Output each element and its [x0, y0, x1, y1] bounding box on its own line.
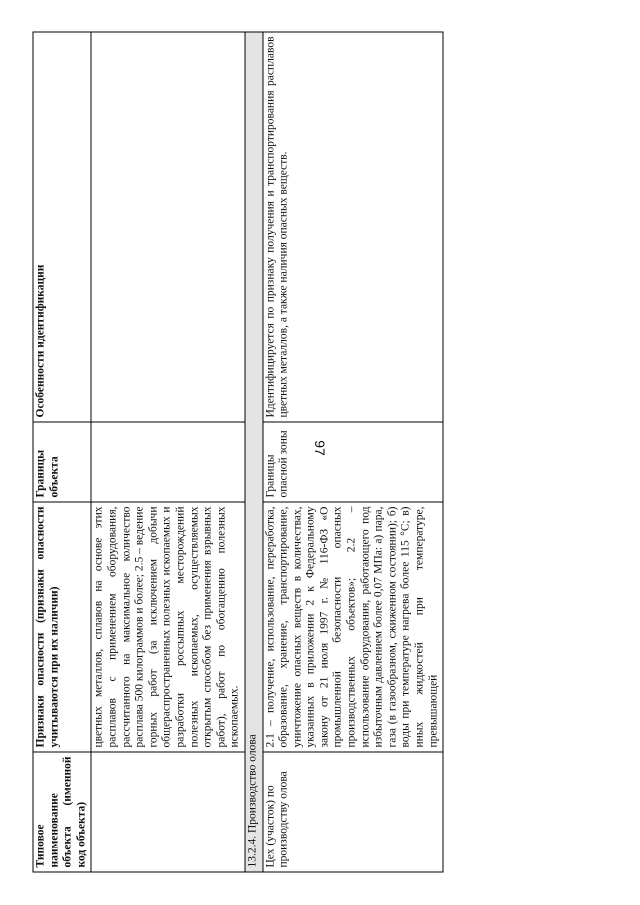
cell-object-bounds: Границы опасной зоны	[263, 422, 444, 502]
cell-identification: Идентифицируется по признаку получения и транспортирования расплавов цветных металлов, а также наличия опасных веществ.	[263, 32, 444, 422]
cell-object-bounds	[91, 422, 245, 502]
header-object-name: Типовое наименование объекта (именной код объекта)	[33, 752, 91, 872]
table-header-row	[33, 32, 91, 872]
cell-danger-signs: 2.1 – получение, использование, переработка, образование, хранение, транспортирование, уничтожение опасных веществ в количествах, указанных в приложении 2 к Федеральному закону от 21 июля 1997 г. № 116-ФЗ «О промышленной безопасности опасных производственных объектов»; 2.2 – использование оборудования, работающего под избыточным давлением более 0,07 МПа: а) пара, газа (в газообразном, сжиженном состоянии); б) воды при температуре нагрева более 115 °С; в) иных жидкостей при температуре, превышающей	[263, 502, 444, 752]
cell-identification	[91, 32, 245, 422]
header-danger-signs: Признаки опасности (признаки опасности учитываются при их наличии)	[33, 502, 91, 752]
page-number: 97	[312, 440, 328, 456]
rotated-table-container	[33, 33, 608, 873]
cell-object-name	[91, 752, 245, 872]
section-title: 13.2.4. Производство олова	[245, 32, 263, 872]
cell-object-name: Цех (участок) по производству олова	[263, 752, 444, 872]
section-row	[245, 32, 263, 872]
table-row	[263, 32, 444, 872]
identification-table	[33, 32, 444, 873]
header-identification: Особенности идентификации	[33, 32, 91, 422]
table-row	[91, 32, 245, 872]
header-object-bounds: Границы объекта	[33, 422, 91, 502]
cell-danger-signs: цветных металлов, сплавов на основе этих расплавов с применением оборудования, рассчитанного на максимальное количество расплава 500 килограммов и более; 2.5 – ведение горных работ (за исключением добычи общераспространенных полезных ископаемых и разработки россыпных месторождений полезных ископаемых, осуществляемых открытым способом без применения взрывных работ), работ по обогащению полезных ископаемых.	[91, 502, 245, 752]
